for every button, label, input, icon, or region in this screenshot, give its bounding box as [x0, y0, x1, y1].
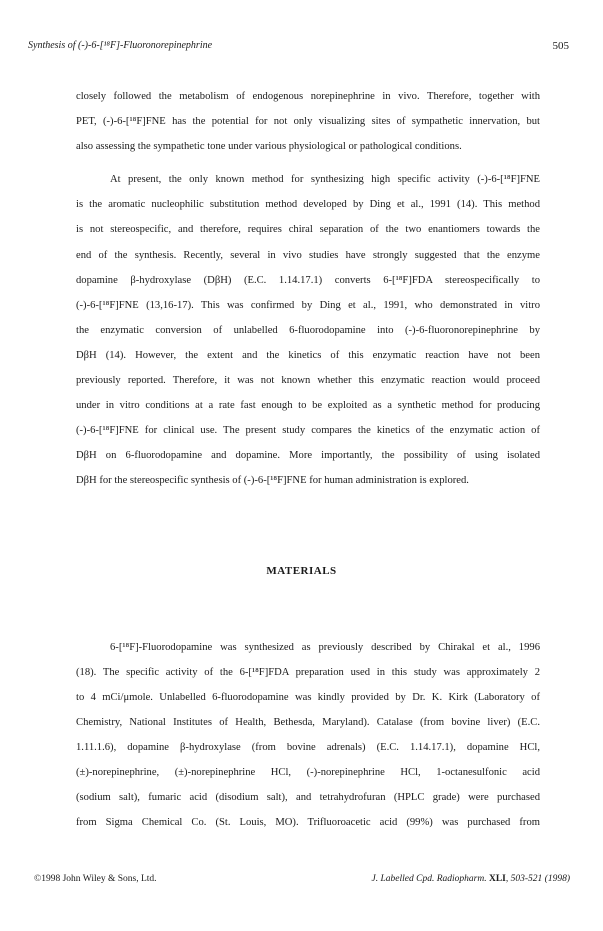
text-line: from Sigma Chemical Co. (St. Louis, MO). Trifluoroacetic acid (99%) was purchased from [76, 817, 540, 828]
running-title: Synthesis of (-)-6-[¹⁸F]-Fluoronorepinephrine [28, 40, 213, 51]
text-line: At present, the only known method for synthesizing high specific activity (-)-6-[¹⁸F]FNE [110, 174, 540, 185]
page-number: 505 [552, 40, 569, 52]
text-line: previously reported. Therefore, it was not known whether this enzymatic reaction would proceed [76, 375, 540, 386]
section-heading: MATERIALS [266, 565, 337, 577]
text-line: (sodium salt), fumaric acid (disodium salt), and tetrahydrofuran (HPLC grade) were purchased [76, 792, 540, 803]
text-line: DβH (14). However, the extent and the kinetics of this enzymatic reaction have not been [76, 350, 540, 361]
text-line: (18). The specific activity of the 6-[¹⁸F]FDA preparation used in this study was approximately 2 [76, 667, 540, 678]
text-line: 6-[¹⁸F]-Fluorodopamine was synthesized as previously described by Chirakal et al., 1996 [110, 642, 540, 653]
text-line: DβH on 6-fluorodopamine and dopamine. More importantly, the possibility of using isolated [76, 450, 540, 461]
journal-pages: , 503-521 (1998) [505, 874, 570, 884]
page-footer [34, 874, 570, 888]
text-line: dopamine β-hydroxylase (DβH) (E.C. 1.14.17.1) converts 6-[¹⁸F]FDA stereospecifically to [76, 275, 540, 286]
text-line: also assessing the sympathetic tone under various physiological or pathological conditions. [76, 141, 462, 152]
journal-name: J. Labelled Cpd. Radiopharm. [371, 874, 487, 884]
text-line: (-)-6-[¹⁸F]FNE (13,16-17). This was confirmed by Ding et al., 1991, who demonstrated in vitro [76, 300, 540, 311]
text-line: is not stereospecific, and therefore, requires chiral separation of the two enantiomers towards the [76, 224, 540, 235]
text-line: DβH for the stereospecific synthesis of (-)-6-[¹⁸F]FNE for human administration is explored. [76, 475, 469, 486]
text-line: under in vitro conditions at a rate fast enough to be exploited as a synthetic method for producing [76, 400, 540, 411]
text-line: PET, (-)-6-[¹⁸F]FNE has the potential for not only visualizing sites of sympathetic innervation, but [76, 116, 540, 127]
running-header [28, 40, 569, 56]
text-line: to 4 mCi/μmole. Unlabelled 6-fluorodopamine was kindly provided by Dr. K. Kirk (Laboratory of [76, 692, 540, 703]
text-line: 1.11.1.6), dopamine β-hydroxylase (from bovine adrenals) (E.C. 1.14.17.1), dopamine HCl, [76, 742, 540, 753]
journal-volume: XLI [488, 874, 506, 884]
text-line: Chemistry, National Institutes of Health, Bethesda, Maryland). Catalase (from bovine liver) (E.C. [76, 717, 540, 728]
copyright-notice: ©1998 John Wiley & Sons, Ltd. [34, 874, 157, 884]
text-line: the enzymatic conversion of unlabelled 6-fluorodopamine into (-)-6-fluoronorepinephrine by [76, 325, 540, 336]
text-line: end of the synthesis. Recently, several in vivo studies have strongly suggested that the enzyme [76, 250, 540, 261]
text-line: (-)-6-[¹⁸F]FNE for clinical use. The present study compares the kinetics of the enzymatic action of [76, 425, 540, 436]
journal-citation [372, 874, 570, 884]
text-line: (±)-norepinephrine, (±)-norepinephrine HCl, (-)-norepinephrine HCl, 1-octanesulfonic acid [76, 767, 540, 778]
text-line: closely followed the metabolism of endogenous norepinephrine in vivo. Therefore, together with [76, 91, 540, 102]
text-line: is the aromatic nucleophilic substitution method developed by Ding et al., 1991 (14). This method [76, 199, 540, 210]
